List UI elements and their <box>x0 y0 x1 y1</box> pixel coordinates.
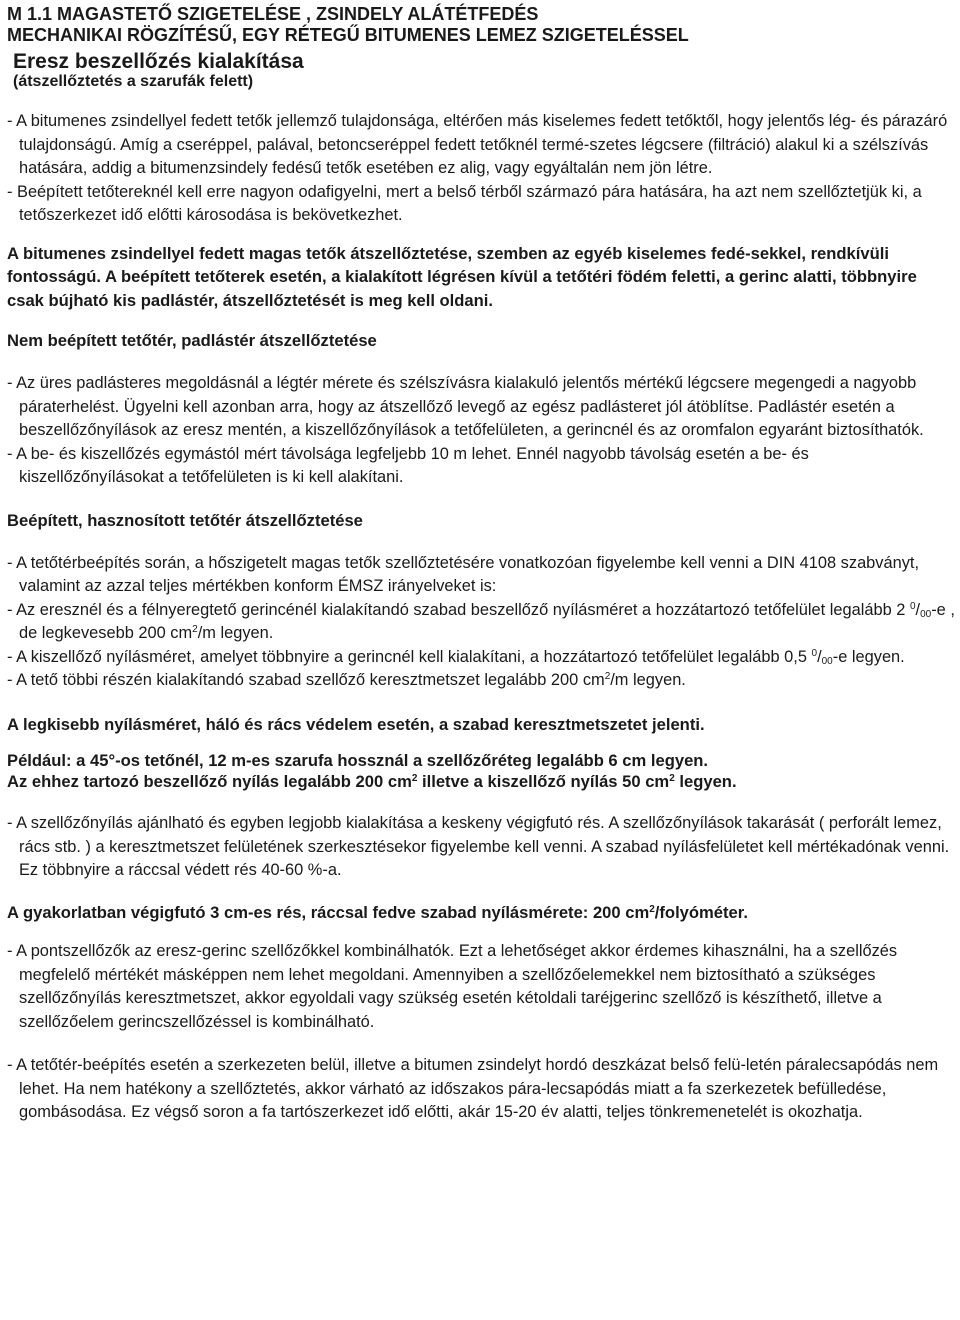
section-subtitle: Eresz beszellőzés kialakítása <box>13 50 304 73</box>
example-line-1: Például: a 45°-os tetőnél, 12 m-es szarufa hossznál a szellőzőréteg legalább 6 cm legyen. <box>7 751 709 770</box>
condensation-paragraph: - A tetőtér-beépítés esetén a szerkezeten belül, illetve a bitumen zsindelyt hordó deszkázat belső felü-letén páralecsapódás nem lehet. Ha nem hatékony a szellőztetés, akkor várható az időszakos pára-lecsapódás miatt a fa szerkezetek befülledése, gombásodása. Ez végső soron a fa tartószerkezet idő előtti, akár 15-20 év alatti, teljes tönkremenetelét is okozhatja. <box>7 1056 939 1121</box>
intro-paragraph-2: - Beépített tetőtereknél kell erre nagyon odafigyelni, mert a belső térből származó pára hatására, ha azt nem szellőztetjük ki, a tetőszerkezet idő előtti károsodása is bekövetkezhet. <box>7 182 922 224</box>
document-page <box>7 4 957 1125</box>
built-paragraph-1: - A tetőtérbeépítés során, a hőszigetelt magas tetők szellőztetésére vonatkozóan figyelembe kell venni a DIN 4108 szabványt, valamint az azzal teljes mértékben konform ÉMSZ irányelveket is: <box>7 553 920 595</box>
title-line-1: M 1.1 MAGASTETŐ SZIGETELÉSE , ZSINDELY ALÁTÉTFEDÉS <box>7 4 539 24</box>
unbuilt-paragraph-1: - Az üres padlásteres megoldásnál a légtér mérete és szélszívásra kialakuló jelentős mértékű légcsere megengedi a nagyobb páraterhelést. Ügyelni kell azonban arra, hogy az átszellőző levegő az egész padlásteret jól átöblítse. Padlástér esetén a beszellőzőnyílások az eresz mentén, a kiszellőzőnyílások a tetőfelületen, a gerincnél és az oromfalon egyaránt biztosíthatók. <box>7 374 924 439</box>
built-paragraph-2: - Az eresznél és a félnyeregtető gerincénél kialakítandó szabad beszellőző nyílásméret a hozzátartozó tetőfelület legalább 2 $^0/_{00}-e$ , de legkevesebb 200 $cm^2/m$ legyen. <box>7 600 955 642</box>
point-ventilator-paragraph: - A pontszellőzők az eresz-gerinc szellőzőkkel kombinálhatók. Ezt a lehetőséget akkor érdemes kihasználni, ha a szellőzés megfelelő mértékét másképpen nem lehet megoldani. Amennyiben a szellőzőelemekkel nem biztosítható a szükséges szellőzőnyílás keresztmetszet, akkor egyoldali vagy szükség esetén kétoldali taréjgerinc szellőző is készíthető, illetve a szellőzőelem gerincszellőzéssel is kombinálható. <box>7 942 898 1031</box>
section-subsubtitle: (átszellőztetés a szarufák felett) <box>13 73 254 90</box>
built-paragraph-4: - A tető többi részén kialakítandó szabad szellőző keresztmetszet legalább 200 $cm^2/m$ legyen. <box>7 671 686 689</box>
heading-unbuilt-attic: Nem beépített tetőtér, padlástér átszellőztetése <box>7 331 377 350</box>
document-header <box>7 4 957 90</box>
bold-minimum-opening: A legkisebb nyílásméret, háló és rács védelem esetén, a szabad keresztmetszetet jelenti. <box>7 714 705 734</box>
bold-practical-slot: A gyakorlatban végigfutó 3 cm-es rés, ráccsal fedve szabad nyílásmérete: 200 $cm^2$/folyóméter. <box>7 902 748 922</box>
intro-paragraph-1: - A bitumenes zsindellyel fedett tetők jellemző tulajdonsága, eltérően más kiselemes fedett tetőktől, hogy jelentős lég- és párazáró tulajdonságú. Amíg a cseréppel, palával, betoncseréppel fedett tetőknél termé-szetes légcsere (filtráció) alakul ki a szélszívás hatására, addig a bitumenzsindely fedésű tetők esetében ez alig, vagy egyáltalán nem jön létre. <box>7 112 948 177</box>
heading-built-attic: Beépített, hasznosított tetőtér átszellőztetése <box>7 510 363 530</box>
bold-paragraph-importance: A bitumenes zsindellyel fedett magas tetők átszellőztetése, szemben az egyéb kiselemes fedé-sekkel, rendkívüli fontosságú. A beépített tetőterek esetén, a kialakított légrésen kívül a tetőtéri födém feletti, a gerinc alatti, többnyire csak bújható kis padlástér, átszellőztetését is meg kell oldani. <box>7 243 917 310</box>
built-paragraph-3: - A kiszellőző nyílásméret, amelyet többnyire a gerincnél kell kialakítani, a hozzátartozó tetőfelület legalább 0,5 $^0/_{00}-e$ legyen. <box>7 647 905 667</box>
title-line-2: MECHANIKAI RÖGZÍTÉSŰ, EGY RÉTEGŰ BITUMENES LEMEZ SZIGETELÉSSEL <box>7 25 689 45</box>
unbuilt-paragraph-2: - A be- és kiszellőzés egymástól mért távolsága legfeljebb 10 m lehet. Ennél nagyobb távolság esetén a be- és kiszellőzőnyílásokat a tetőfelületen is ki kell alakítani. <box>7 444 809 486</box>
example-line-2: Az ehhez tartozó beszellőző nyílás legalább 200 $cm^2$ illetve a kiszellőző nyílás 50 $cm^2$ legyen. <box>7 772 737 791</box>
slot-paragraph: - A szellőzőnyílás ajánlható és egyben legjobb kialakítása a keskeny végigfutó rés. A szellőzőnyílások takarását ( perforált lemez, rács stb. ) a keresztmetszet felületének szerkesztésekor figyelembe kell venni. A szabad nyílásfelületet kell mértékadónak venni. Ez többnyire a ráccsal védett rés 40-60 %-a. <box>7 814 950 879</box>
